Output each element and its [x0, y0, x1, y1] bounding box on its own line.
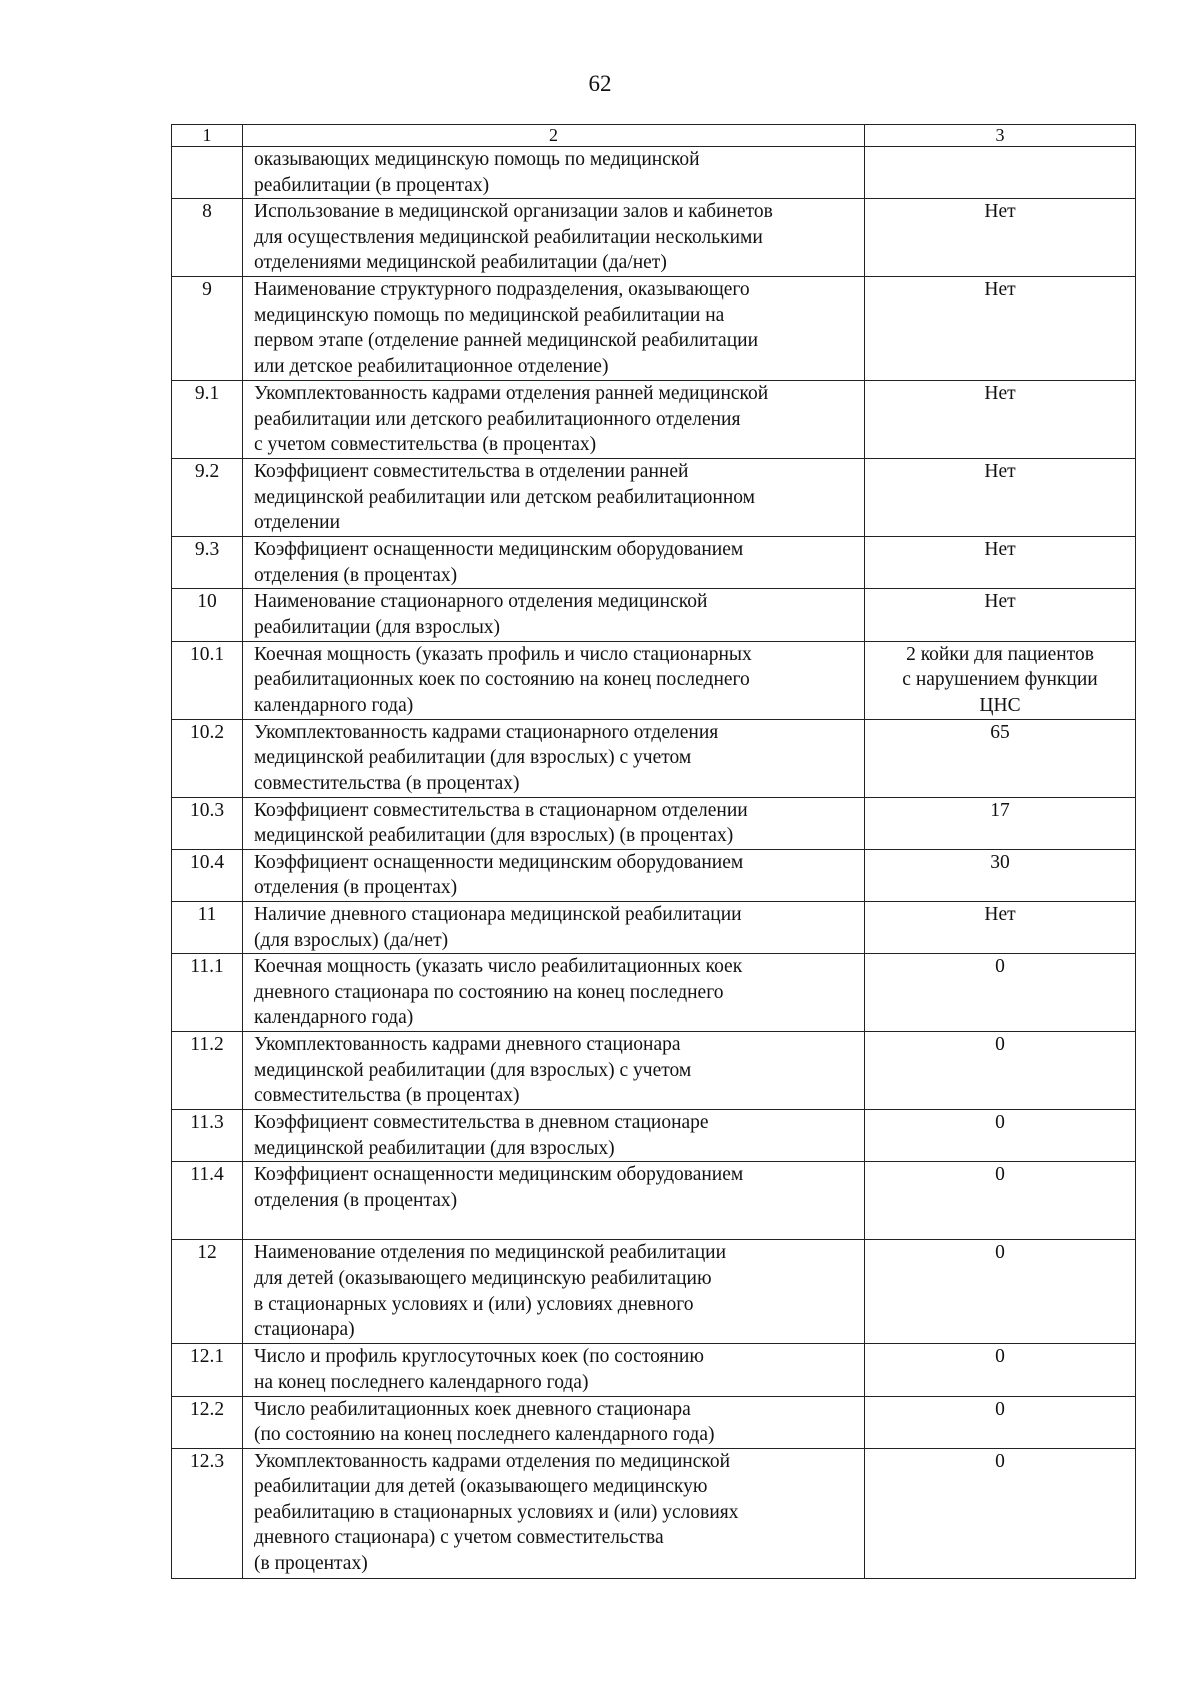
row-number: 9.1: [172, 381, 243, 459]
row-number: 10.2: [172, 719, 243, 797]
row-number: 12.3: [172, 1448, 243, 1578]
row-number: 9.2: [172, 459, 243, 537]
row-value: [865, 147, 1136, 199]
row-value: 0: [865, 1240, 1136, 1344]
row-value: 30: [865, 849, 1136, 901]
row-value: 2 койки для пациентов с нарушением функции ЦНС: [865, 641, 1136, 719]
row-description: Укомплектованность кадрами отделения ранней медицинской реабилитации или детского реабилитационного отделения с учетом совместительства (в процентах): [243, 381, 865, 459]
row-number: 11.4: [172, 1162, 243, 1240]
row-number: 10.1: [172, 641, 243, 719]
table-row: [172, 537, 1136, 589]
row-value: Нет: [865, 199, 1136, 277]
row-value: 65: [865, 719, 1136, 797]
row-value: 0: [865, 954, 1136, 1032]
column-header: 2: [243, 125, 865, 147]
row-number: 11: [172, 901, 243, 953]
row-number: 11.1: [172, 954, 243, 1032]
row-value: 0: [865, 1110, 1136, 1162]
row-description: Коэффициент совместительства в дневном стационаре медицинской реабилитации (для взрослых): [243, 1110, 865, 1162]
row-value: Нет: [865, 277, 1136, 381]
row-description: Число и профиль круглосуточных коек (по состоянию на конец последнего календарного года): [243, 1344, 865, 1396]
table-row: [172, 459, 1136, 537]
row-description: Использование в медицинской организации залов и кабинетов для осуществления медицинской реабилитации несколькими отделениями медицинской реабилитации (да/нет): [243, 199, 865, 277]
row-description: Коэффициент оснащенности медицинским оборудованием отделения (в процентах): [243, 849, 865, 901]
column-header: 1: [172, 125, 243, 147]
row-value: 0: [865, 1448, 1136, 1578]
page-number: 62: [588, 71, 612, 96]
table-row: [172, 901, 1136, 953]
row-description: Коэффициент оснащенности медицинским оборудованием отделения (в процентах): [243, 1162, 865, 1240]
table-row: [172, 1032, 1136, 1110]
row-description: Укомплектованность кадрами дневного стационара медицинской реабилитации (для взрослых) с учетом совместительства (в процентах): [243, 1032, 865, 1110]
row-description: Коечная мощность (указать профиль и число стационарных реабилитационных коек по состоянию на конец последнего календарного года): [243, 641, 865, 719]
row-value: 0: [865, 1162, 1136, 1240]
row-description: Наименование стационарного отделения медицинской реабилитации (для взрослых): [243, 589, 865, 641]
table-row: [172, 641, 1136, 719]
row-description: Укомплектованность кадрами стационарного отделения медицинской реабилитации (для взрослых) с учетом совместительства (в процентах): [243, 719, 865, 797]
column-header: 3: [865, 125, 1136, 147]
row-description: оказывающих медицинскую помощь по медицинской реабилитации (в процентах): [243, 147, 865, 199]
table-row: [172, 589, 1136, 641]
row-number: 8: [172, 199, 243, 277]
row-number: 12.2: [172, 1396, 243, 1448]
row-value: 0: [865, 1344, 1136, 1396]
row-description: Коечная мощность (указать число реабилитационных коек дневного стационара по состоянию на конец последнего календарного года): [243, 954, 865, 1032]
row-number: 10: [172, 589, 243, 641]
row-value: 0: [865, 1396, 1136, 1448]
table-row: [172, 147, 1136, 199]
row-value: 0: [865, 1032, 1136, 1110]
table-row: [172, 381, 1136, 459]
row-description: Наименование отделения по медицинской реабилитации для детей (оказывающего медицинскую реабилитацию в стационарных условиях и (или) условиях дневного стационара): [243, 1240, 865, 1344]
table-row: [172, 849, 1136, 901]
row-number: 10.4: [172, 849, 243, 901]
row-number: 10.3: [172, 797, 243, 849]
row-value: Нет: [865, 537, 1136, 589]
table-header-row: [172, 125, 1136, 147]
table-row: [172, 1448, 1136, 1578]
row-description: Наличие дневного стационара медицинской реабилитации (для взрослых) (да/нет): [243, 901, 865, 953]
row-description: Коэффициент совместительства в отделении ранней медицинской реабилитации или детском реабилитационном отделении: [243, 459, 865, 537]
row-description: Коэффициент совместительства в стационарном отделении медицинской реабилитации (для взрослых) (в процентах): [243, 797, 865, 849]
table-row: [172, 1344, 1136, 1396]
row-description: Укомплектованность кадрами отделения по медицинской реабилитации для детей (оказывающего медицинскую реабилитацию в стационарных условиях и (или) условиях дневного стационара) с учетом совместительства (в процентах): [243, 1448, 865, 1578]
table-row: [172, 1240, 1136, 1344]
row-value: Нет: [865, 589, 1136, 641]
row-description: Число реабилитационных коек дневного стационара (по состоянию на конец последнего календарного года): [243, 1396, 865, 1448]
row-description: Наименование структурного подразделения, оказывающего медицинскую помощь по медицинской реабилитации на первом этапе (отделение ранней медицинской реабилитации или детское реабилитационное отделение): [243, 277, 865, 381]
row-value: Нет: [865, 901, 1136, 953]
row-value: Нет: [865, 459, 1136, 537]
row-number: 9: [172, 277, 243, 381]
row-number: 11.3: [172, 1110, 243, 1162]
row-value: Нет: [865, 381, 1136, 459]
table-row: [172, 1162, 1136, 1240]
row-number: 12.1: [172, 1344, 243, 1396]
table-row: [172, 719, 1136, 797]
indicators-table: [171, 124, 1136, 1579]
table-row: [172, 954, 1136, 1032]
row-description: Коэффициент оснащенности медицинским оборудованием отделения (в процентах): [243, 537, 865, 589]
table-row: [172, 1110, 1136, 1162]
row-value: 17: [865, 797, 1136, 849]
table-row: [172, 277, 1136, 381]
row-number: 11.2: [172, 1032, 243, 1110]
table-row: [172, 199, 1136, 277]
row-number: 12: [172, 1240, 243, 1344]
row-number: [172, 147, 243, 199]
table-row: [172, 797, 1136, 849]
row-number: 9.3: [172, 537, 243, 589]
table-row: [172, 1396, 1136, 1448]
